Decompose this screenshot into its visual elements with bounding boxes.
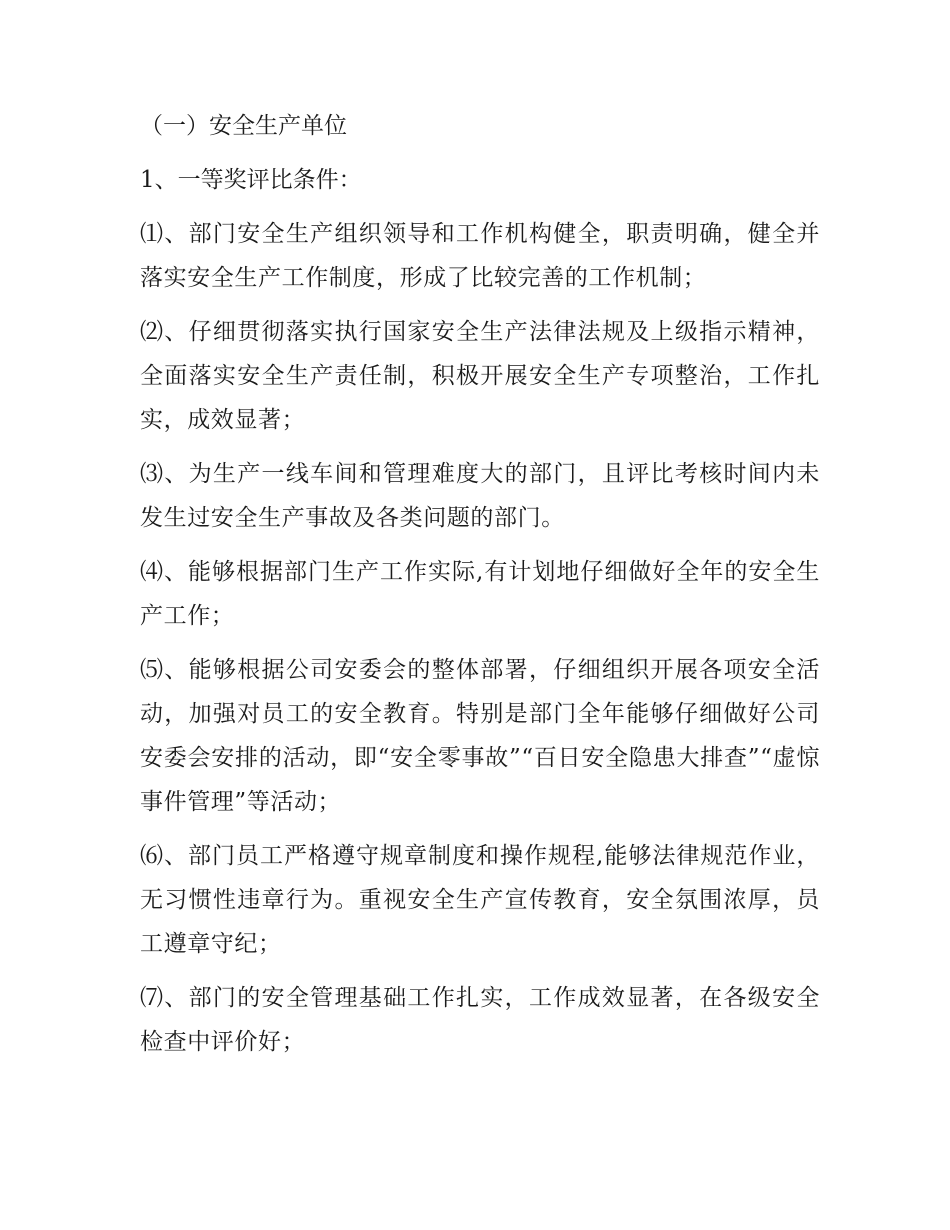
criteria-item-3: ⑶、为生产一线车间和管理难度大的部门，且评比考核时间内未发生过安全生产事故及各类问题的部门。 (140, 461, 820, 531)
criteria-item-2: ⑵、仔细贯彻落实执行国家安全生产法律法规及上级指示精神，全面落实安全生产责任制，积极开展安全生产专项整治，工作扎实，成效显著； (140, 319, 820, 433)
criteria-item-5: ⑸、能够根据公司安委会的整体部署，仔细组织开展各项安全活动，加强对员工的安全教育。特别是部门全年能够仔细做好公司安委会安排的活动，即“安全零事故”“百日安全隐患大排查”“虚惊事件管理”等活动； (140, 657, 820, 815)
criteria-item-4: ⑷、能够根据部门生产工作实际,有计划地仔细做好全年的安全生产工作； (140, 559, 820, 629)
criteria-item-6: ⑹、部门员工严格遵守规章制度和操作规程,能够法律规范作业，无习惯性违章行为。重视安全生产宣传教育，安全氛围浓厚，员工遵章守纪； (140, 843, 820, 957)
section-title: （一）安全生产单位 (140, 113, 347, 139)
criteria-item-1: ⑴、部门安全生产组织领导和工作机构健全，职责明确，健全并落实安全生产工作制度，形成了比较完善的工作机制； (140, 221, 820, 291)
subsection-title: 1、一等奖评比条件： (140, 167, 362, 193)
document-body (140, 104, 820, 1064)
criteria-item-7: ⑺、部门的安全管理基础工作扎实，工作成效显著，在各级安全检查中评价好； (140, 985, 820, 1055)
